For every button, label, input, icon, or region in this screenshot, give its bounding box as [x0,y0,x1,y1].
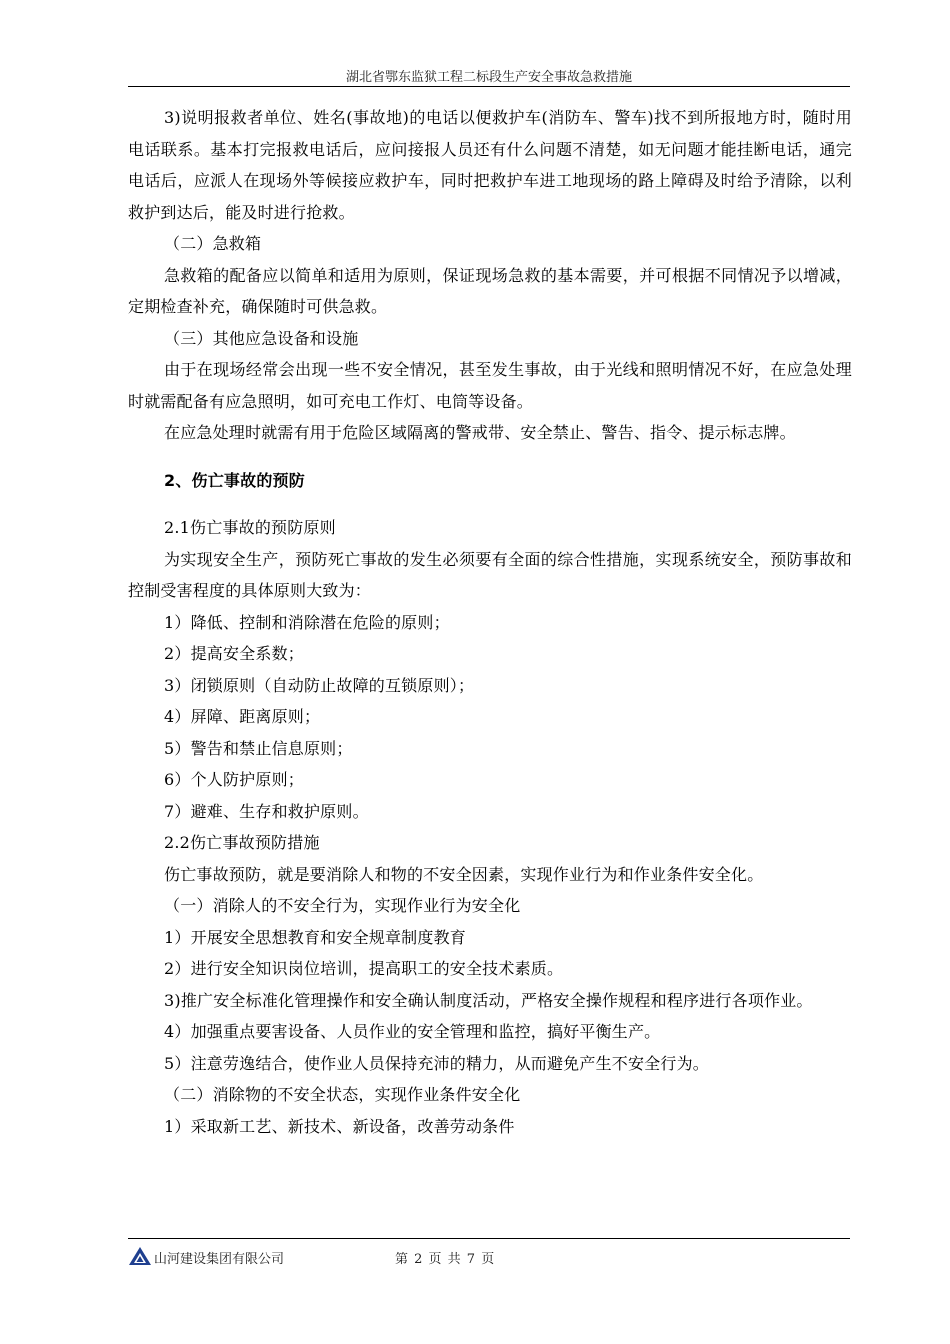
list-item: 3）闭锁原则（自动防止故障的互锁原则）； [164,675,475,695]
paragraph: 为实现安全生产，预防死亡事故的发生必须要有全面的综合性措施，实现系统安全，预防事故和控制受害程度的具体原则大致为： [128,549,852,600]
header-divider [128,86,850,87]
list-item: 1）降低、控制和消除潜在危险的原则； [164,612,450,632]
list-item: 4）加强重点要害设备、人员作业的安全管理和监控，搞好平衡生产。 [164,1022,661,1041]
section-subheading: （二）消除物的不安全状态，实现作业条件安全化 [164,1085,521,1104]
list-item: 4）屏障、距离原则； [164,707,321,726]
section-heading: 2、伤亡事故的预防 [164,470,305,490]
list-item: 7）避难、生存和救护原则。 [164,801,369,821]
paragraph: 在应急处理时就需有用于危险区域隔离的警戒带、安全禁止、警告、指令、提示标志牌。 [164,423,796,442]
list-item: 2）提高安全系数； [164,644,304,663]
page-number: 第 2 页 共 7 页 [395,1252,496,1267]
document-body [128,102,852,1142]
company-logo-icon [128,1246,152,1266]
list-item: 6）个人防护原则； [164,770,304,789]
paragraph: 3)说明报救者单位、姓名(事故地)的电话以便救护车(消防车、警车)找不到所报地方时，随时用电话联系。基本打完报救电话后，应问接报人员还有什么问题不清楚，如无问题才能挂断电话，通完电话后，应派人在现场外等候接应救护车，同时把救护车进工地现场的路上障碍及时给予清除，以利救护到达后，能及时进行抢救。 [128,108,852,222]
page-header-title: 湖北省鄂东监狱工程二标段生产安全事故急救措施 [345,70,632,85]
subsection-heading: 2.1伤亡事故的预防原则 [164,518,336,537]
list-item: 2）进行安全知识岗位培训，提高职工的安全技术素质。 [164,959,564,978]
page-footer [128,1244,850,1270]
section-subheading: （三）其他应急设备和设施 [164,328,359,348]
company-name: 山河建设集团有限公司 [154,1252,285,1267]
list-item: 1）开展安全思想教育和安全规章制度教育 [164,927,466,947]
section-subheading: （一）消除人的不安全行为，实现作业行为安全化 [164,896,521,915]
list-item: 1）采取新工艺、新技术、新设备，改善劳动条件 [164,1116,515,1136]
footer-divider [128,1238,850,1239]
list-item: 5）警告和禁止信息原则； [164,738,353,758]
paragraph: 伤亡事故预防，就是要消除人和物的不安全因素，实现作业行为和作业条件安全化。 [164,864,764,884]
subsection-heading: 2.2伤亡事故预防措施 [164,833,320,852]
list-item: 3)推广安全标准化管理操作和安全确认制度活动，严格安全操作规程和程序进行各项作业。 [164,990,813,1010]
paragraph: 由于在现场经常会出现一些不安全情况，甚至发生事故，由于光线和照明情况不好，在应急处理时就需配备有应急照明，如可充电工作灯、电筒等设备。 [128,360,852,411]
list-item: 5）注意劳逸结合，使作业人员保持充沛的精力，从而避免产生不安全行为。 [164,1053,709,1073]
section-subheading: （二）急救箱 [164,234,262,253]
paragraph: 急救箱的配备应以简单和适用为原则，保证现场急救的基本需要，并可根据不同情况予以增减，定期检查补充，确保随时可供急救。 [128,265,852,316]
